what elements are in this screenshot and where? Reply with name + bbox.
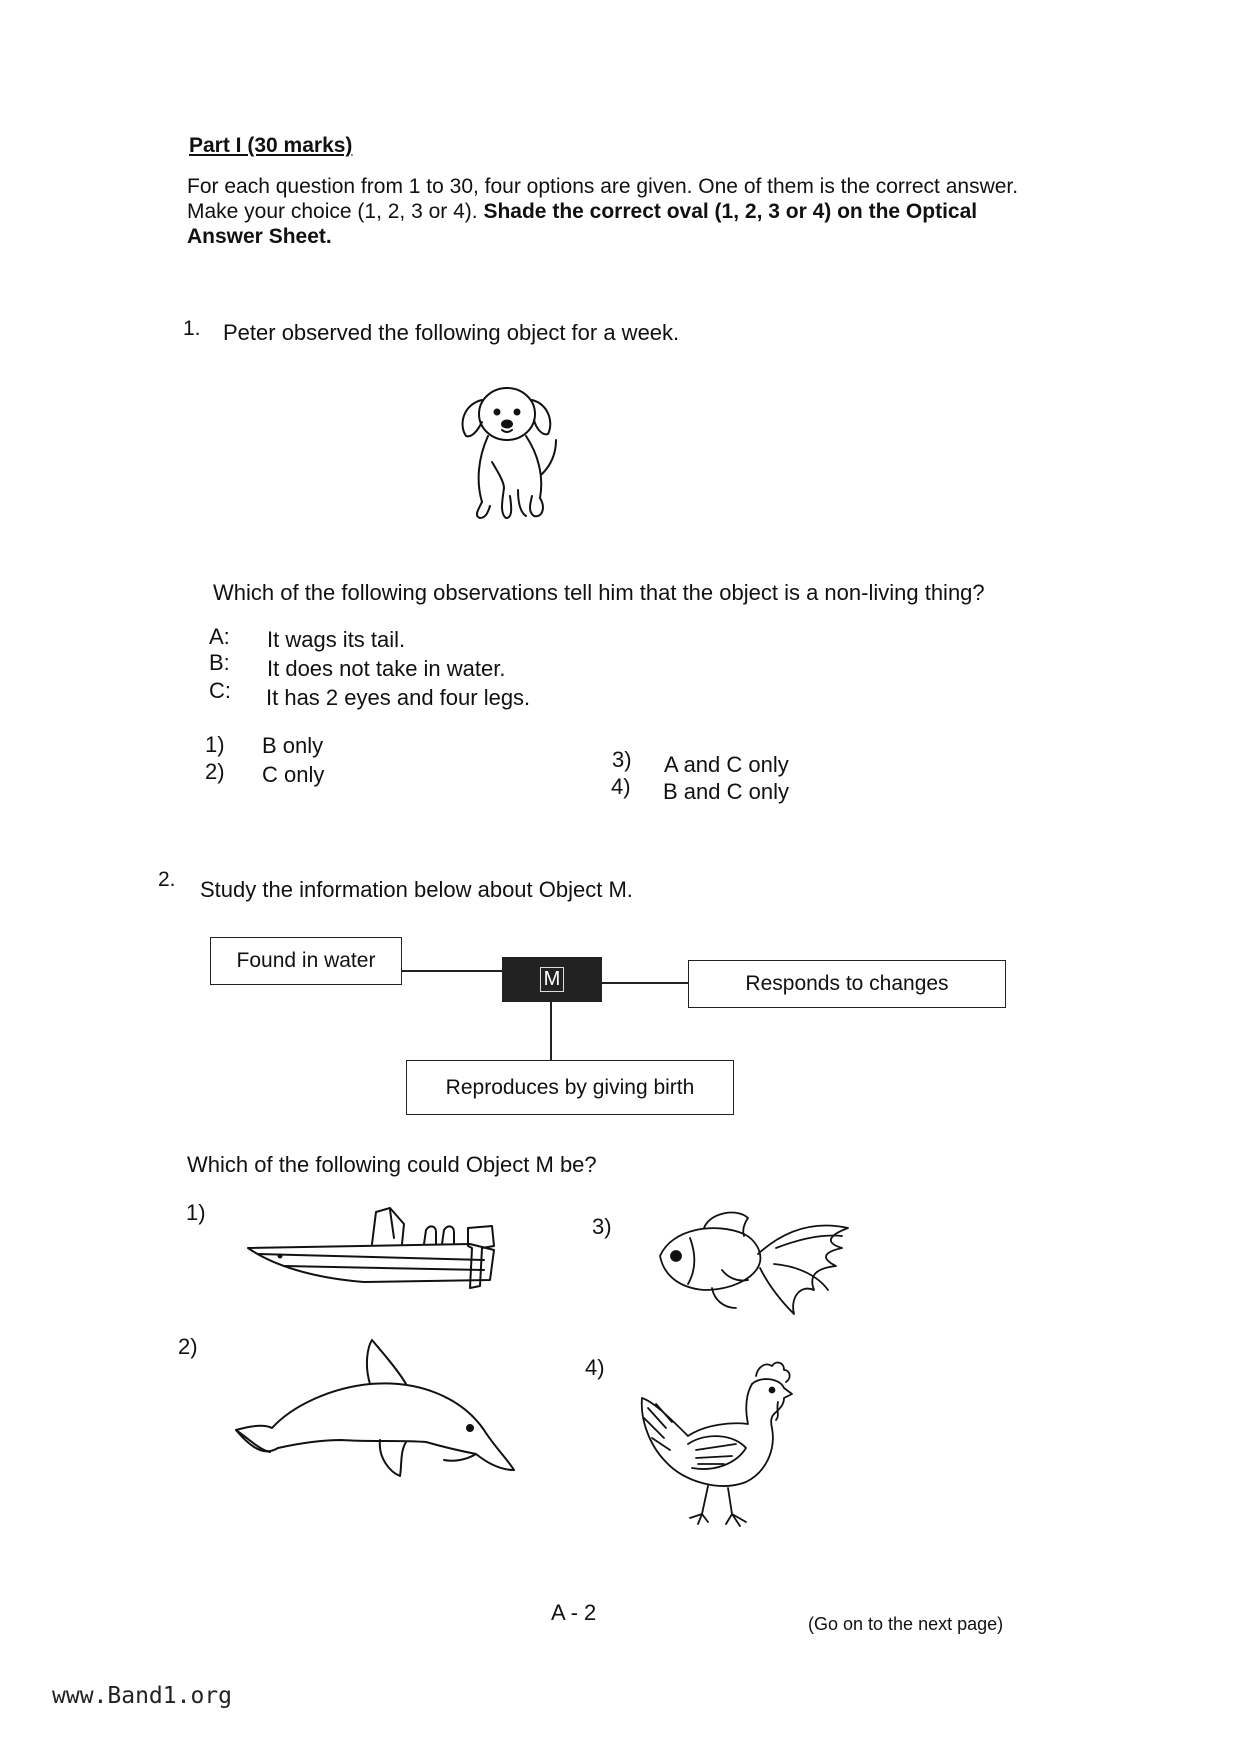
dog-tail xyxy=(542,440,556,474)
dolphin-dorsal-fin xyxy=(367,1340,406,1384)
q1-statement-key-c: C: xyxy=(209,678,231,703)
q1-statement-c: It has 2 eyes and four legs. xyxy=(266,685,531,710)
page-number: A - 2 xyxy=(551,1600,597,1625)
hen-leg-right xyxy=(726,1488,746,1526)
q1-statement-a: It wags its tail. xyxy=(267,627,406,652)
diagram-box-found-in-water: Found in water xyxy=(210,937,402,985)
q2-question: Which of the following could Object M be? xyxy=(187,1152,597,1177)
diagram-object-m-label: M xyxy=(540,967,565,992)
hen-leg-left xyxy=(690,1486,708,1524)
dolphin-flipper xyxy=(380,1440,406,1476)
q2-number: 2. xyxy=(158,868,176,891)
part-title: Part I (30 marks) xyxy=(189,134,353,157)
q2-option-3-num: 3) xyxy=(592,1214,612,1239)
q2-option-2-num: 2) xyxy=(178,1334,198,1359)
next-page-note: (Go on to the next page) xyxy=(808,1614,1004,1634)
q1-option-2-num: 2) xyxy=(205,759,225,784)
dolphin-illustration xyxy=(230,1336,520,1496)
q1-statement-b: It does not take in water. xyxy=(267,656,506,681)
q1-prompt: Peter observed the following object for a week. xyxy=(223,320,680,345)
instructions-bold-text: Shade the correct oval (1, 2, 3 or 4) on the Optical Answer Sheet. xyxy=(187,200,978,249)
q1-number: 1. xyxy=(183,317,201,340)
motorboat-illustration xyxy=(244,1200,524,1300)
connector-bottom xyxy=(550,1002,552,1060)
diagram-object-m xyxy=(502,957,602,1002)
q1-option-3-num: 3) xyxy=(612,747,632,772)
q2-prompt: Study the information below about Object M. xyxy=(200,877,633,902)
boat-hull xyxy=(248,1244,494,1282)
diagram-box-responds-to-changes: Responds to changes xyxy=(688,960,1006,1008)
q1-option-4: B and C only xyxy=(663,779,789,804)
q1-statement-key-b: B: xyxy=(209,650,230,675)
q1-option-2: C only xyxy=(262,762,325,787)
goldfish-illustration xyxy=(652,1208,862,1320)
dog-body xyxy=(479,436,542,502)
connector-left xyxy=(400,970,502,972)
connector-right xyxy=(602,982,690,984)
q1-statement-key-a: A: xyxy=(209,624,230,649)
q1-option-1-num: 1) xyxy=(205,732,225,757)
boat-windshield xyxy=(372,1208,404,1244)
hen-illustration xyxy=(636,1358,792,1534)
q1-option-1: B only xyxy=(262,733,324,758)
footer-url: www.Band1.org xyxy=(52,1683,233,1709)
q2-option-4-num: 4) xyxy=(585,1355,605,1380)
q1-question: Which of the following observations tell him that the object is a non-living thing? xyxy=(213,580,985,605)
dog-illustration xyxy=(452,378,572,528)
diagram-box-reproduces-by-giving-birth: Reproduces by giving birth xyxy=(406,1060,734,1115)
instructions-text: For each question from 1 to 30, four options are given. One of them is the correct answer. Make your choice (1, 2, 3 or 4). xyxy=(187,175,1019,224)
q1-option-3: A and C only xyxy=(664,752,789,777)
q1-option-4-num: 4) xyxy=(611,774,631,799)
instructions xyxy=(187,174,1057,250)
hen-head xyxy=(752,1379,792,1414)
q2-option-1-num: 1) xyxy=(186,1200,206,1225)
